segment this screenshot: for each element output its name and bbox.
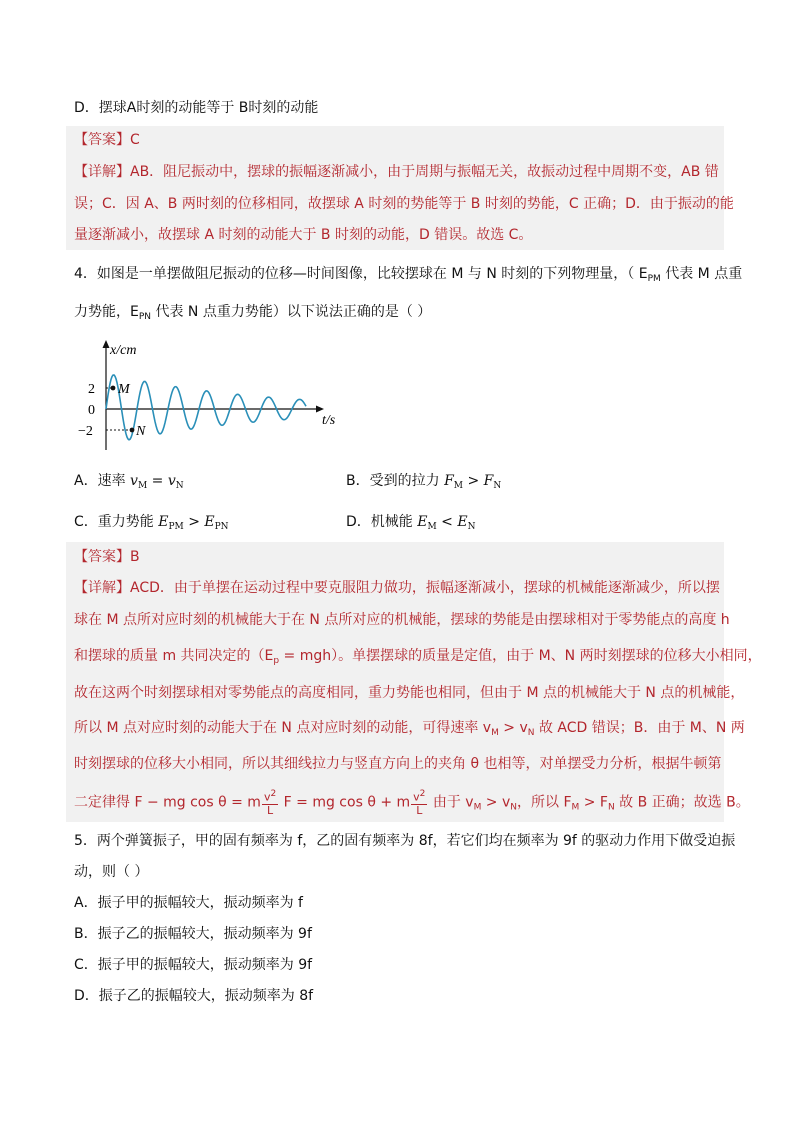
q4-stem-text: 4．如图是一单摆做阻尼振动的位移—时间图像，比较摆球在 M 与 N 时刻的下列物理量，（ E [74,266,648,282]
q5-option-d: D．振子乙的振幅较大，振动频率为 8f [74,988,314,1004]
sub-pm: PM [647,274,661,284]
q4-detail-line-3: 和摆球的质量 m 共同决定的$(E_p = mgh)$。单摆摆球的质量是定值，由于 M、N 两时刻摆球的位移大小相同， [74,648,762,666]
answer-tag: 【答案】 [74,549,130,565]
detail-formula: = mgh [279,648,332,664]
prev-detail-line-2: 误；C．因 A、B 两时刻的位移相同，故摆球 A 时刻的势能等于 B 时刻的势能，C 正确；D．由于振动的能 [74,196,734,212]
q4-stem2-tail: 代表 N 点重力势能）以下说法正确的是（ ） [151,304,432,320]
prev-option-d: D．摆球A时刻的动能等于 B时刻的动能 [74,100,319,116]
detail-text: ACD．由于单摆在运动过程中要克服阻力做功，振幅逐渐减小，摆球的机械能逐渐减少，所以摆 [130,580,720,596]
x-axis-label: t/s [322,413,336,428]
answer-value: C [130,132,140,148]
q4-stem-tail: 代表 M 点重 [660,266,743,282]
q4-stem-line-2 [74,302,431,327]
detail-text: 所以 M 点对应时刻的动能大于在 N 点对应时刻的动能，可得速率 v [74,720,492,736]
x-axis-arrow [316,406,324,413]
prev-detail-line-3: 量逐渐减小，故摆球 A 时刻的动能大于 B 时刻的动能，D 错误。故选 C。 [74,227,533,243]
q4-detail-line-1 [74,578,720,598]
q4-option-a: A．速率 $v_M = v_N$ [74,473,184,491]
q4-stem2-head: 力势能，E [74,304,139,320]
q4-detail-line-4: 故在这两个时刻摆球相对零势能点的高度相同，重力势能也相同，但由于 M 点的机械能大于 N 点的机械能， [74,685,745,701]
y-axis-label: x/cm [110,343,137,358]
displacement-time-graph [78,338,348,456]
q4-stem-line-1 [74,264,742,289]
detail-end: ，所以 F [517,794,572,811]
q4-option-c: C．重力势能 $E_{PM} > E_{PN}$ [74,514,229,532]
option-c-label: C．重力势能 [74,514,154,530]
prev-answer-line [74,130,140,150]
q4-answer-line [74,547,140,567]
label-m: M [118,382,130,397]
q4-answer-box [66,542,762,822]
y-axis-arrow [103,340,110,348]
option-a-label: A．速率 [74,473,126,489]
detail-text: 二定律得 F − mg cos θ = m [74,794,261,811]
tick-2: 2 [88,382,95,397]
point-m-marker [111,386,116,391]
detail-tail: 故 ACD 错误；B．由于 M、N 两 [534,720,745,736]
point-n-marker [130,428,135,433]
q4-option-b: B．受到的拉力 $F_M > F_N$ [346,473,502,491]
detail-final: 故 B 正确；故选 B。 [614,794,750,811]
detail-mid: F = mg cos θ + m [279,794,411,811]
q5-stem-line-1: 5．两个弹簧振子，甲的固有频率为 f，乙的固有频率为 8f，若它们均在频率为 9f 的驱动力作用下做受迫振 [74,833,736,849]
option-d-label: D．机械能 [346,514,413,530]
prev-detail-line-1 [74,162,719,182]
detail-tag: 【详解】 [74,580,130,596]
prev-answer-box [66,126,734,250]
q4-detail-line-6: 时刻摆球的位移大小相同，所以其细线拉力与竖直方向上的夹角 θ 也相等，对单摆受力分析，根据牛顿第 [74,756,722,772]
q4-detail-line-2: 球在 M 点所对应时刻的机械能大于在 N 点所对应的机械能，摆球的势能是由摆球相对于零势能点的高度 h [74,612,730,628]
answer-value: B [130,549,140,565]
q5-option-a: A．振子甲的振幅较大，振动频率为 f [74,895,303,911]
q5-option-b: B．振子乙的振幅较大，振动频率为 9f [74,926,312,942]
detail-text: 和摆球的质量 m 共同决定的（E [74,648,274,664]
q4-option-d: D．机械能 $E_M < E_N$ [346,514,476,532]
tick-0: 0 [88,403,95,418]
q5-stem-line-2: 动，则（ ） [74,864,149,880]
detail-text: AB．阻尼振动中，摆球的振幅逐渐减小，由于周期与振幅无关，故振动过程中周期不变，AB 错 [130,164,719,180]
q5-option-c: C．振子甲的振幅较大，振动频率为 9f [74,957,313,973]
q4-detail-line-5: 所以 M 点对应时刻的动能大于在 N 点对应时刻的动能，可得速率 $v_M > v_N$ 故 ACD 错误；B．由于 M、N 两 [74,720,745,738]
sub-pn: PN [138,312,152,322]
detail-tag: 【详解】 [74,164,130,180]
answer-tag: 【答案】 [74,132,130,148]
detail-tail: ）。单摆摆球的质量是定值，由于 M、N 两时刻摆球的位移大小相同， [331,648,762,664]
detail-tail: 由于 v [428,794,474,811]
label-n: N [136,424,146,439]
tick-neg2: −2 [78,424,93,439]
option-b-label: B．受到的拉力 [346,473,440,489]
q4-detail-line-7: 二定律得 F − mg cos θ = m $\frac{v^2}{L}$ F = mg cos θ + m $\frac{v^2}{L}$ 由于 $v_M > v_N$，所以 $F_M > F_N$ 故 B 正确；故选 B。 [74,789,750,817]
